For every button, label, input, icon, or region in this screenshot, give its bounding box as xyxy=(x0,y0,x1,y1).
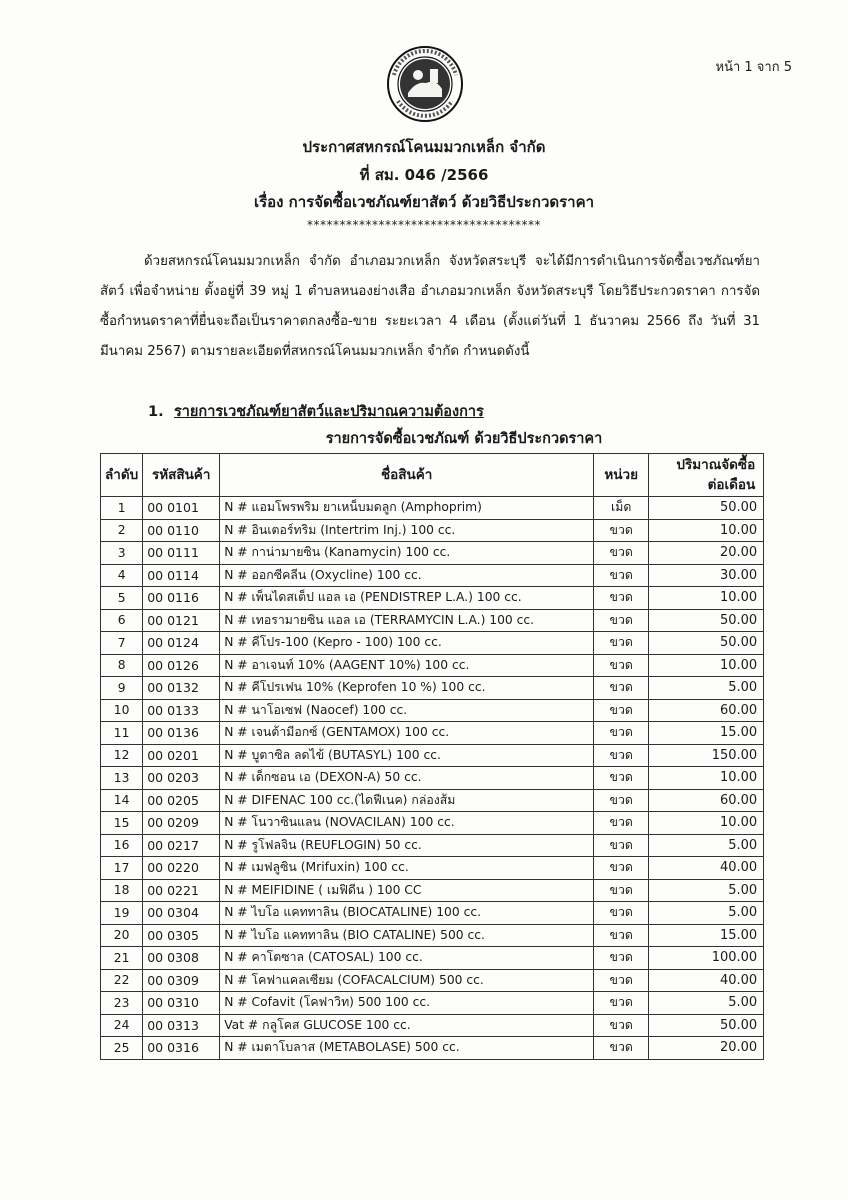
cell-unit: ขวด xyxy=(594,902,649,925)
header-code: รหัสสินค้า xyxy=(143,454,220,497)
cell-code: 00 0309 xyxy=(143,969,220,992)
table-row xyxy=(101,902,764,925)
cell-unit: ขวด xyxy=(594,654,649,677)
table-row xyxy=(101,542,764,565)
cell-code: 00 0310 xyxy=(143,992,220,1015)
cell-name: N # DIFENAC 100 cc.(ไดฟีเนค) กล่องส้ม xyxy=(220,789,594,812)
cell-no: 17 xyxy=(101,857,143,880)
cell-code: 00 0136 xyxy=(143,722,220,745)
section-number: 1. xyxy=(148,404,164,420)
cell-name: N # Cofavit (โคฟาวิท) 500 100 cc. xyxy=(220,992,594,1015)
cell-unit: ขวด xyxy=(594,564,649,587)
cell-name: N # เจนต้ามีอกซ์ (GENTAMOX) 100 cc. xyxy=(220,722,594,745)
header-no: ลำดับ xyxy=(101,454,143,497)
cell-no: 8 xyxy=(101,654,143,677)
table-row xyxy=(101,789,764,812)
cell-name: N # เพ็นไดสเต็ป แอล เอ (PENDISTREP L.A.) 100 cc. xyxy=(220,587,594,610)
header-name: ชื่อสินค้า xyxy=(220,454,594,497)
cell-qty: 40.00 xyxy=(649,857,764,880)
cell-qty: 50.00 xyxy=(649,1014,764,1037)
table-row xyxy=(101,1014,764,1037)
cell-name: N # ไบโอ แคททาลิน (BIOCATALINE) 100 cc. xyxy=(220,902,594,925)
table-row xyxy=(101,992,764,1015)
cell-qty: 150.00 xyxy=(649,744,764,767)
cell-name: N # อาเจนท์ 10% (AAGENT 10%) 100 cc. xyxy=(220,654,594,677)
cell-qty: 50.00 xyxy=(649,497,764,520)
cell-unit: ขวด xyxy=(594,857,649,880)
cell-name: N # เทอรามายซิน แอล เอ (TERRAMYCIN L.A.) 100 cc. xyxy=(220,609,594,632)
cell-name: N # อินเตอร์ทริม (Intertrim Inj.) 100 cc. xyxy=(220,519,594,542)
cell-no: 24 xyxy=(101,1014,143,1037)
cell-no: 15 xyxy=(101,812,143,835)
table-row xyxy=(101,654,764,677)
cell-code: 00 0110 xyxy=(143,519,220,542)
cell-code: 00 0313 xyxy=(143,1014,220,1037)
announcement-number: ที่ สม. 046 /2566 xyxy=(359,166,489,184)
table-row xyxy=(101,1037,764,1060)
cell-name: N # รูโฟลจิน (REUFLOGIN) 50 cc. xyxy=(220,834,594,857)
table-row xyxy=(101,879,764,902)
cell-no: 1 xyxy=(101,497,143,520)
table-row xyxy=(101,834,764,857)
cell-name: N # คาโตซาล (CATOSAL) 100 cc. xyxy=(220,947,594,970)
cell-code: 00 0203 xyxy=(143,767,220,790)
cell-code: 00 0220 xyxy=(143,857,220,880)
cell-name: N # คีโปรเฟน 10% (Keprofen 10 %) 100 cc. xyxy=(220,677,594,700)
body-paragraph: ด้วยสหกรณ์โคนมมวกเหล็ก จำกัด อำเภอมวกเหล็ก จังหวัดสระบุรี จะได้มีการดำเนินการจัดซื้อเวชภัณฑ์ยาสัตว์ เพื่อจำหน่าย ตั้งอยู่ที่ 39 หมู่ 1 ตำบลหนองย่างเสือ อำเภอมวกเหล็ก จังหวัดสระบุรี โดยวิธีประกวดราคา การจัดซื้อกำหนดราคาที่ยื่นจะถือเป็นราคาตกลงซื้อ-ขาย ระยะเวลา 4 เดือน (ตั้งแต่วันที่ 1 ธันวาคม 2566 ถึง วันที่ 31 มีนาคม 2567) ตามรายละเอียดที่สหกรณ์โคนมมวกเหล็ก จำกัด กำหนดดังนี้ xyxy=(100,254,760,359)
announcement-subject: เรื่อง การจัดซื้อเวชภัณฑ์ยาสัตว์ ด้วยวิธีประกวดราคา xyxy=(253,193,595,211)
table-row xyxy=(101,924,764,947)
cell-unit: ขวด xyxy=(594,879,649,902)
cell-code: 00 0116 xyxy=(143,587,220,610)
table-row xyxy=(101,857,764,880)
cell-code: 00 0133 xyxy=(143,699,220,722)
cell-qty: 50.00 xyxy=(649,609,764,632)
cell-qty: 15.00 xyxy=(649,722,764,745)
cell-qty: 50.00 xyxy=(649,632,764,655)
cell-unit: ขวด xyxy=(594,834,649,857)
cell-qty: 5.00 xyxy=(649,902,764,925)
cell-qty: 100.00 xyxy=(649,947,764,970)
cell-unit: ขวด xyxy=(594,722,649,745)
cell-name: N # เด็กซอน เอ (DEXON-A) 50 cc. xyxy=(220,767,594,790)
cell-name: N # เมตาโบลาส (METABOLASE) 500 cc. xyxy=(220,1037,594,1060)
cell-no: 5 xyxy=(101,587,143,610)
cell-no: 20 xyxy=(101,924,143,947)
cooperative-seal-logo xyxy=(386,45,464,123)
cell-name: N # คีโปร-100 (Kepro - 100) 100 cc. xyxy=(220,632,594,655)
cell-no: 11 xyxy=(101,722,143,745)
cell-no: 18 xyxy=(101,879,143,902)
cell-unit: ขวด xyxy=(594,699,649,722)
cell-no: 23 xyxy=(101,992,143,1015)
table-row xyxy=(101,812,764,835)
cell-unit: ขวด xyxy=(594,812,649,835)
cell-qty: 10.00 xyxy=(649,767,764,790)
cell-qty: 5.00 xyxy=(649,834,764,857)
table-row xyxy=(101,632,764,655)
table-title: รายการจัดซื้อเวชภัณฑ์ ด้วยวิธีประกวดราคา xyxy=(325,431,603,447)
cell-unit: ขวด xyxy=(594,1014,649,1037)
cell-name: N # เมฟลูซิน (Mrifuxin) 100 cc. xyxy=(220,857,594,880)
cell-unit: ขวด xyxy=(594,609,649,632)
table-row xyxy=(101,722,764,745)
cell-unit: ขวด xyxy=(594,789,649,812)
table-header-row xyxy=(101,454,764,497)
table-row xyxy=(101,744,764,767)
table-row xyxy=(101,497,764,520)
cell-qty: 40.00 xyxy=(649,969,764,992)
cell-name: N # โนวาซินแลน (NOVACILAN) 100 cc. xyxy=(220,812,594,835)
cell-unit: ขวด xyxy=(594,744,649,767)
table-row xyxy=(101,677,764,700)
table-row xyxy=(101,947,764,970)
cell-unit: ขวด xyxy=(594,587,649,610)
divider-stars: ************************************ xyxy=(307,218,541,232)
cell-code: 00 0121 xyxy=(143,609,220,632)
section-heading xyxy=(148,400,484,423)
cell-code: 00 0217 xyxy=(143,834,220,857)
cell-code: 00 0209 xyxy=(143,812,220,835)
cell-no: 19 xyxy=(101,902,143,925)
cell-qty: 30.00 xyxy=(649,564,764,587)
cell-no: 3 xyxy=(101,542,143,565)
cell-qty: 60.00 xyxy=(649,789,764,812)
cell-name: Vat # กลูโคส GLUCOSE 100 cc. xyxy=(220,1014,594,1037)
cell-no: 16 xyxy=(101,834,143,857)
cell-code: 00 0101 xyxy=(143,497,220,520)
cell-unit: ขวด xyxy=(594,632,649,655)
cell-no: 9 xyxy=(101,677,143,700)
cell-qty: 5.00 xyxy=(649,992,764,1015)
table-row xyxy=(101,699,764,722)
items-table xyxy=(100,453,764,1060)
cell-unit: ขวด xyxy=(594,1037,649,1060)
cell-unit: ขวด xyxy=(594,992,649,1015)
page-number: หน้า 1 จาก 5 xyxy=(715,60,792,75)
cell-qty: 20.00 xyxy=(649,1037,764,1060)
table-row xyxy=(101,767,764,790)
cell-name: N # MEIFIDINE ( เมฟิดีน ) 100 CC xyxy=(220,879,594,902)
table-row xyxy=(101,587,764,610)
cell-no: 7 xyxy=(101,632,143,655)
cell-qty: 10.00 xyxy=(649,812,764,835)
cell-name: N # แอมโพรพริม ยาเหน็บมดลูก (Amphoprim) xyxy=(220,497,594,520)
table-row xyxy=(101,969,764,992)
cell-code: 00 0308 xyxy=(143,947,220,970)
table-row xyxy=(101,519,764,542)
cell-qty: 20.00 xyxy=(649,542,764,565)
cell-code: 00 0201 xyxy=(143,744,220,767)
cell-code: 00 0111 xyxy=(143,542,220,565)
cell-qty: 15.00 xyxy=(649,924,764,947)
cell-no: 25 xyxy=(101,1037,143,1060)
cell-qty: 10.00 xyxy=(649,519,764,542)
cell-unit: ขวด xyxy=(594,767,649,790)
header-qty: ปริมาณจัดซื้อ ต่อเดือน xyxy=(649,454,764,497)
cell-no: 2 xyxy=(101,519,143,542)
cell-unit: ขวด xyxy=(594,969,649,992)
cell-qty: 10.00 xyxy=(649,654,764,677)
cell-unit: ขวด xyxy=(594,519,649,542)
cell-code: 00 0304 xyxy=(143,902,220,925)
cell-name: N # กาน่ามายซิน (Kanamycin) 100 cc. xyxy=(220,542,594,565)
cell-code: 00 0316 xyxy=(143,1037,220,1060)
cell-no: 4 xyxy=(101,564,143,587)
cell-name: N # ออกซีคลีน (Oxycline) 100 cc. xyxy=(220,564,594,587)
cell-no: 10 xyxy=(101,699,143,722)
cell-unit: ขวด xyxy=(594,542,649,565)
cell-code: 00 0114 xyxy=(143,564,220,587)
table-row xyxy=(101,609,764,632)
announcement-title: ประกาศสหกรณ์โคนมมวกเหล็ก จำกัด xyxy=(302,138,546,156)
cell-code: 00 0221 xyxy=(143,879,220,902)
cell-no: 6 xyxy=(101,609,143,632)
cell-qty: 5.00 xyxy=(649,677,764,700)
cell-code: 00 0205 xyxy=(143,789,220,812)
cell-unit: ขวด xyxy=(594,947,649,970)
cell-name: N # บูตาซิล ลดไข้ (BUTASYL) 100 cc. xyxy=(220,744,594,767)
cell-qty: 60.00 xyxy=(649,699,764,722)
cell-code: 00 0124 xyxy=(143,632,220,655)
cell-unit: ขวด xyxy=(594,677,649,700)
section-title: รายการเวชภัณฑ์ยาสัตว์และปริมาณความต้องการ xyxy=(174,404,484,420)
cell-no: 12 xyxy=(101,744,143,767)
cell-qty: 5.00 xyxy=(649,879,764,902)
cell-unit: ขวด xyxy=(594,924,649,947)
cell-no: 21 xyxy=(101,947,143,970)
cell-name: N # ไบโอ แคททาลิน (BIO CATALINE) 500 cc. xyxy=(220,924,594,947)
cell-no: 14 xyxy=(101,789,143,812)
cell-code: 00 0305 xyxy=(143,924,220,947)
cell-unit: เม็ด xyxy=(594,497,649,520)
cell-name: N # นาโอเซฟ (Naocef) 100 cc. xyxy=(220,699,594,722)
cell-no: 22 xyxy=(101,969,143,992)
cell-no: 13 xyxy=(101,767,143,790)
cell-code: 00 0126 xyxy=(143,654,220,677)
cell-qty: 10.00 xyxy=(649,587,764,610)
cell-name: N # โคฟาแคลเซียม (COFACALCIUM) 500 cc. xyxy=(220,969,594,992)
header-unit: หน่วย xyxy=(594,454,649,497)
table-row xyxy=(101,564,764,587)
cell-code: 00 0132 xyxy=(143,677,220,700)
